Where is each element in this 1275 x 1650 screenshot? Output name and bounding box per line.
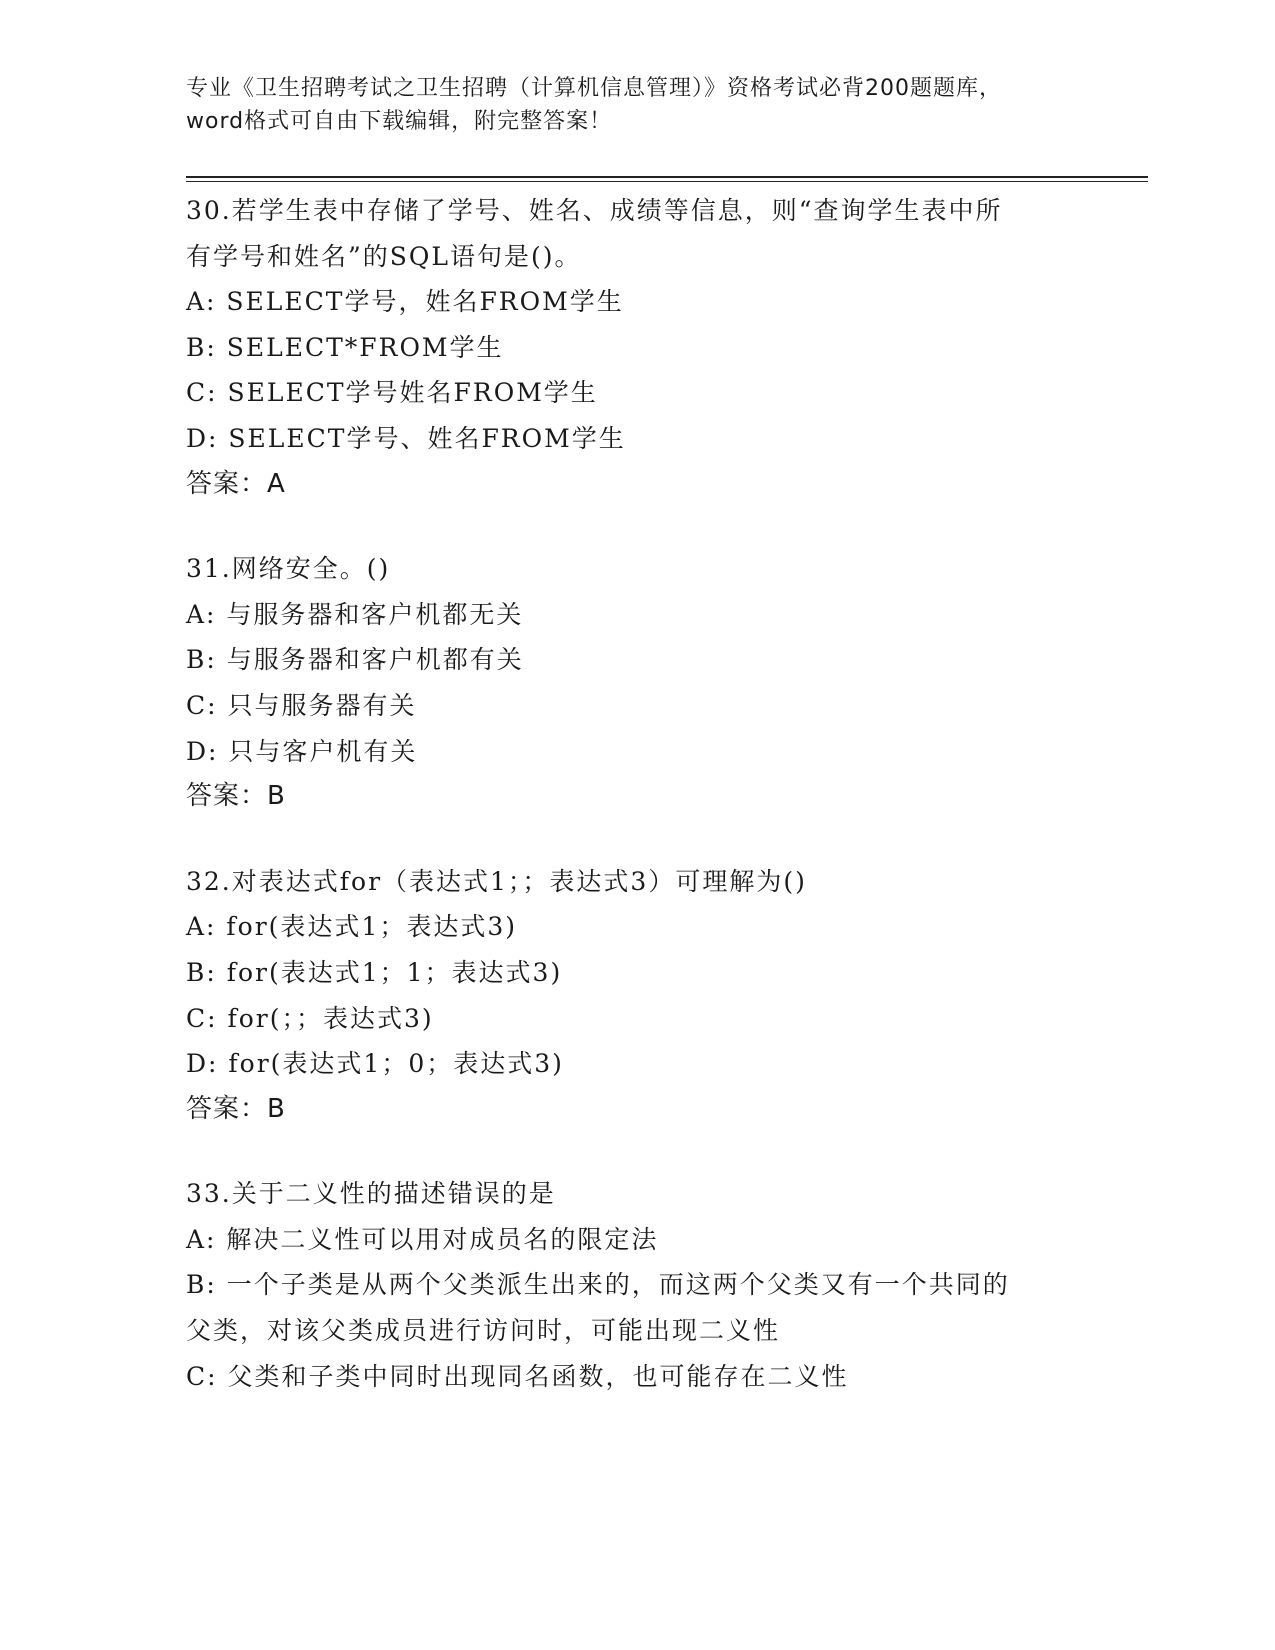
option-c: C: 父类和子类中同时出现同名函数，也可能存在二义性 [186, 1361, 849, 1391]
option-b: B: for(表达式1；1；表达式3) [186, 957, 563, 987]
header-rule-thin [186, 181, 1148, 182]
question-30 [186, 188, 1086, 507]
question-list [186, 188, 1086, 1438]
answer-text: 答案：A [186, 468, 286, 499]
option-a: A: for(表达式1；表达式3) [186, 912, 517, 942]
option-d: D: 只与客户机有关 [186, 736, 418, 766]
option-b: B: 与服务器和客户机都有关 [186, 645, 524, 675]
question-text: 33.关于二义性的描述错误的是 [186, 1179, 556, 1209]
option-b: B: 一个子类是从两个父类派生出来的，而这两个父类又有一个共同的 [186, 1270, 1010, 1300]
question-text: 31.网络安全。() [186, 554, 391, 584]
option-c: C: for(；；表达式3) [186, 1003, 434, 1033]
option-d: D: for(表达式1；0；表达式3) [186, 1049, 564, 1079]
option-d: D: SELECT学号、姓名FROM学生 [186, 423, 626, 453]
option-b: B: SELECT*FROM学生 [186, 332, 504, 362]
option-c: C: 只与服务器有关 [186, 690, 417, 720]
option-a: A: 解决二义性可以用对成员名的限定法 [186, 1224, 659, 1254]
header-line-2: word格式可自由下载编辑，附完整答案！ [186, 109, 613, 134]
option-c: C: SELECT学号姓名FROM学生 [186, 378, 598, 408]
option-a: A: 与服务器和客户机都无关 [186, 599, 524, 629]
question-text: 有学号和姓名”的SQL语句是()。 [186, 241, 582, 271]
question-31 [186, 546, 1086, 820]
question-text: 30.若学生表中存储了学号、姓名、成绩等信息，则“查询学生表中所 [186, 196, 1003, 225]
question-text: 32.对表达式for（表达式1；；表达式3）可理解为() [186, 866, 807, 896]
option-b-continued: 父类，对该父类成员进行访问时，可能出现二义性 [186, 1316, 781, 1346]
question-33 [186, 1171, 1086, 1399]
question-32 [186, 859, 1086, 1133]
header-line-1: 专业《卫生招聘考试之卫生招聘（计算机信息管理）》资格考试必背200题题库， [186, 76, 1002, 101]
header-rule-thick [186, 176, 1148, 178]
answer-text: 答案：B [186, 1093, 286, 1124]
answer-text: 答案：B [186, 781, 286, 812]
document-header [186, 72, 1086, 138]
option-a: A: SELECT学号，姓名FROM学生 [186, 287, 624, 317]
